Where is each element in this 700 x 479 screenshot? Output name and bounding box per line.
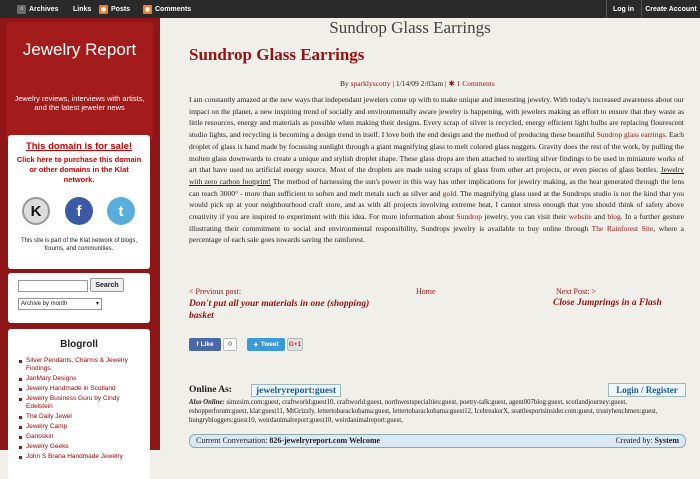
gold-link[interactable]: gold (442, 188, 457, 198)
nav-links-label: Links (73, 5, 92, 13)
sidebar (0, 18, 160, 460)
next-post-label[interactable]: Next Post: > (556, 287, 597, 296)
body-text: The method of harnessing the sun's power in this way has other implications for jewelry making, as the heat generated through the lens can reach 3000° - more than sufficient to soften and melt metals such as silver and (189, 176, 684, 198)
sundrop-earrings-link[interactable]: Sundrop glass earrings (596, 130, 666, 140)
chevron-down-icon: ▾ (95, 301, 99, 307)
author-link[interactable]: sparklyscotty (350, 79, 391, 88)
previous-post-link[interactable]: Don't put all your materials in one (shopping) basket (189, 299, 370, 321)
blogroll-item[interactable]: Jewelry Camp (18, 423, 146, 431)
chat-widget (189, 383, 689, 450)
post-datetime: | 1/14/09 2:03am | (392, 79, 447, 88)
blogroll-item[interactable]: Jewelry Business Guru by Cindy Edelstein (18, 395, 146, 411)
twitter-icon[interactable]: t (107, 197, 135, 225)
online-users: simzsim.com:guest, craftworld:guest10, craftworld:guest, northwestspecialties:guest, poetry-talk:guest, agent007blog:guest, scotlandjourney:guest, eshopperforum:guest, klat:guest11, MtGrizzly, lettertobarackobama:guest, lettertobarackobama:guest12, IcebreakerX, seattlesportsinsider.com:guest, trustyhenchmen:guest, hungrybloggers:guest10, weirdanimalreport:guest10, weirdanimalreport:guest, (189, 399, 658, 424)
created-by-name: System (654, 436, 679, 445)
body-text: , where a percentage of each sale goes towards saving the rainforest. (189, 223, 684, 245)
nav-comments-label: Comments (155, 5, 192, 13)
top-nav-bar (0, 0, 700, 18)
also-online-list (189, 399, 686, 425)
blogroll-list (18, 357, 146, 463)
blogroll-item[interactable]: The Daily Jewel (18, 413, 146, 421)
previous-post-label[interactable]: < Previous post: (189, 287, 242, 296)
create-account-button[interactable] (641, 0, 700, 18)
network-note: This site is part of the Klat network of blogs, forums, and communities. (20, 238, 138, 252)
site-logo[interactable] (6, 22, 153, 142)
nav-archives[interactable] (17, 0, 59, 18)
nav-posts[interactable] (99, 0, 130, 18)
blogroll-item[interactable]: John S Brana Handmade Jewelry (18, 453, 146, 461)
nav-links[interactable] (73, 0, 91, 18)
facebook-like-button[interactable] (189, 338, 221, 351)
like-count: 0 (223, 338, 237, 351)
login-button[interactable] (606, 0, 640, 18)
home-icon: ⌂ (17, 5, 26, 14)
blogroll-item[interactable]: Ganoskin (18, 433, 146, 441)
klat-icon[interactable]: K (22, 197, 50, 225)
created-by (615, 436, 679, 445)
guest-name-badge[interactable]: jewelryreport:guest (251, 384, 341, 397)
site-title: Jewelry Report (22, 40, 137, 59)
current-conversation (196, 436, 380, 445)
tweet-button[interactable] (247, 338, 285, 351)
created-by-prefix: Created by: (615, 436, 653, 445)
site-tagline: Jewelry reviews, interviews with artists, and the latest jeweler news (14, 94, 145, 112)
comment-icon: ✱ (448, 79, 455, 88)
body-text: jewelry, you can visit their (481, 212, 569, 222)
archive-select-value: Archive by month (21, 301, 68, 307)
nav-posts-label: Posts (111, 5, 131, 13)
login-register-button[interactable]: Login / Register (608, 383, 686, 397)
conversation-bar[interactable] (189, 434, 686, 448)
archive-select[interactable] (18, 298, 102, 310)
next-post-link[interactable]: Close Jumprings in a Flash (553, 298, 662, 308)
domain-sale-title[interactable]: This domain is for sale! (25, 141, 133, 152)
post-byline (340, 79, 495, 88)
domain-sale-box (8, 135, 150, 269)
rss-icon: ◉ (144, 6, 151, 13)
google-plus-button[interactable]: G+1 (287, 338, 303, 351)
search-box (8, 273, 150, 323)
conversation-prefix: Current Conversation: (196, 436, 268, 445)
zero-carbon-link[interactable]: Jewelry with zero carbon footprint! (189, 165, 684, 186)
byline-prefix: By (340, 79, 349, 88)
page-heading: Sundrop Glass Earrings (329, 18, 491, 37)
body-text: and (591, 212, 608, 222)
body-text: . The magnifying glass used at the Sundrops studio is not the kind that you would pick up at your neighbourhood craft store, and as with all projects involving extreme heat, I cannot stress enough that you should think of safety above creativity if you are inspired to experiment with this idea. For more information about (189, 188, 684, 222)
body-text: . In a further gesture illustrating their commitment to social and environmental responsibility, Sundrops jewelry is available to buy online through (189, 212, 684, 233)
blogroll-title: Blogroll (60, 339, 98, 350)
post-title[interactable]: Sundrop Glass Earrings (189, 45, 365, 64)
tweet-label: Tweet (260, 341, 279, 348)
create-account-label: Create Account (645, 5, 697, 13)
also-online-label: Also Online: (189, 399, 225, 406)
blogroll-item[interactable]: JanMary Designs (18, 375, 146, 383)
facebook-icon: f (196, 341, 199, 348)
home-link[interactable]: Home (416, 287, 436, 296)
blogroll-item[interactable]: Jewelry Geeks (18, 443, 146, 451)
post-body (189, 94, 684, 246)
nav-archives-label: Archives (29, 5, 59, 13)
rss-icon: ◉ (100, 6, 107, 13)
search-input[interactable] (18, 280, 88, 292)
blogroll-box (8, 329, 150, 479)
nav-comments[interactable] (143, 0, 191, 18)
body-text: . Each droplet of glass is hand made by focussing sunlight through a giant magnifying glass to melt colored glass nuggets. Gravity does the rest of the work, by pulling the molten glass downwards to create a unique and stylish droplet shape. These glass drops are then attached to sterling silver findings to be used in miniature works of art that have used no artificial energy source. Most of the droplets are made using scraps of glass from other art projects, or even pieces of glass bottles. (189, 130, 685, 175)
website-link[interactable]: website (568, 212, 592, 222)
comments-link[interactable]: 1 Comments (456, 79, 495, 88)
sundrop-link[interactable]: Sundrop (456, 212, 482, 222)
blog-link[interactable]: blog (607, 212, 621, 222)
like-label: Like (200, 341, 214, 348)
login-label: Log in (613, 5, 634, 13)
search-button[interactable]: Search (90, 278, 124, 292)
blogroll-item[interactable]: Jewelry Handmade in Scotland (18, 385, 146, 393)
twitter-icon: ✦ (253, 341, 259, 349)
facebook-icon[interactable]: f (65, 197, 93, 225)
blogroll-item[interactable]: Silver Pendants, Charms & Jewelry Findings. (18, 357, 146, 373)
domain-sale-link[interactable]: Click here to purchase this domain or other domains in the Klat network. (16, 155, 142, 184)
conversation-name: 826-jewelryreport.com Welcome (269, 436, 381, 445)
body-text: I am constantly amazed at the new ways that independant jewelers come up with to make unique and interesting jewelry. With today's increased awareness about our impact on the planet, a new inspiring trend of socially and environmentally aware jewelry is happening, with jewelers making an effort to ensure that they waste as little resources, energy and materials as possible when making their designs. Every scrap of silver is recycled, energy efficient light bulbs are replacing flourescent studio lights, and recycling is becoming a design trend in itself. I love both the end design and the method of producing these beautiful (189, 95, 684, 140)
online-as-label: Online As: (189, 385, 233, 395)
rainforest-link[interactable]: The Rainforest Site (591, 223, 654, 233)
